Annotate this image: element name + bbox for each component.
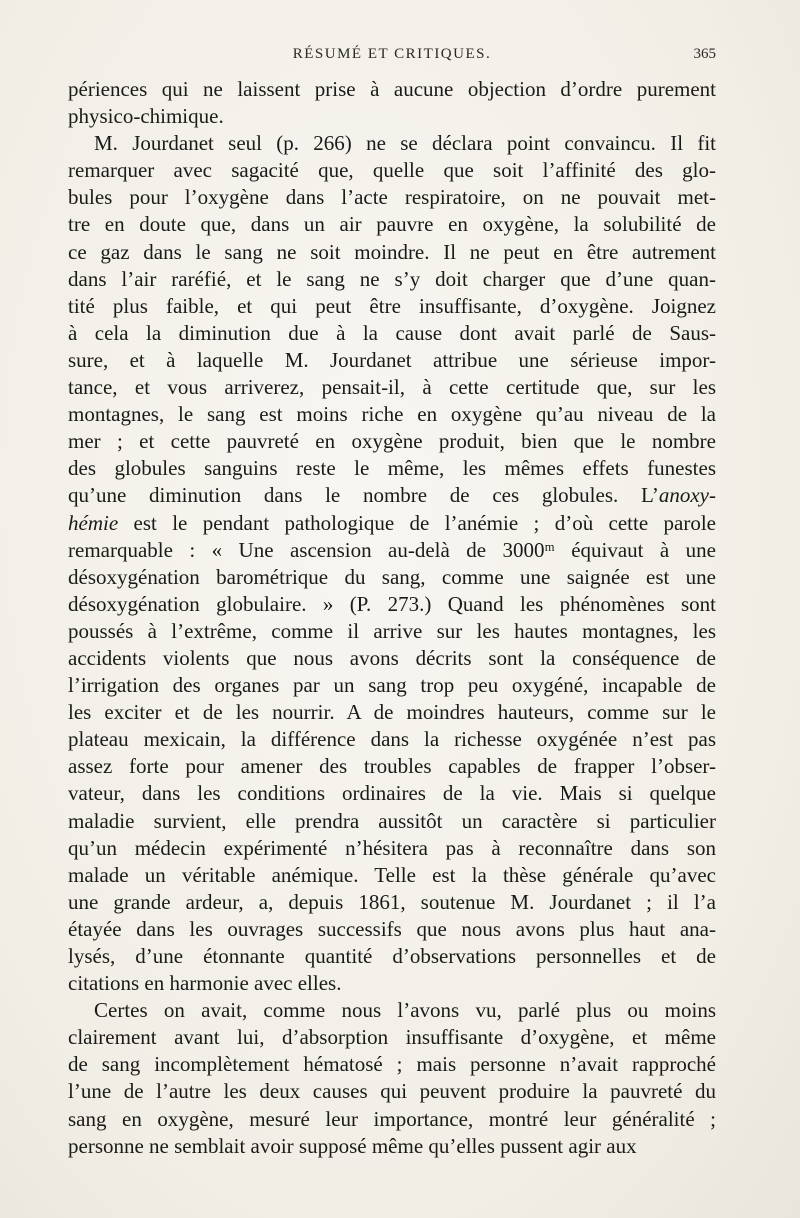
text-line: l’irrigation des organes par un sang trop peu oxygéné, incapable de: [68, 673, 716, 698]
text-line: hémie est le pendant pathologique de l’anémie ; d’où cette parole: [68, 510, 716, 535]
text-line: des globules sanguins reste le même, les mêmes effets funestes: [68, 456, 716, 481]
page-number: 365: [693, 46, 716, 62]
text-line: personne ne semblait avoir supposé même qu’elles pussent agir aux: [68, 1133, 637, 1158]
text-line: sang en oxygène, mesuré leur importance, montré leur généralité ;: [68, 1106, 716, 1131]
text-line: mer ; et cette pauvreté en oxygène produit, bien que le nombre: [68, 429, 716, 454]
text-line: citations en harmonie avec elles.: [68, 971, 342, 996]
text-line: l’une de l’autre les deux causes qui peuvent produire la pauvreté du: [68, 1079, 716, 1104]
text-line: ce gaz dans le sang ne soit moindre. Il ne peut en être autrement: [68, 239, 716, 264]
text-line: clairement avant lui, d’absorption insuffisante d’oxygène, et même: [68, 1025, 716, 1050]
text-line: désoxygénation globulaire. » (P. 273.) Quand les phénomènes sont: [68, 591, 716, 616]
text-line: qu’un médecin expérimenté n’hésitera pas à reconnaître dans son: [68, 835, 716, 860]
text-line: Certes on avait, comme nous l’avons vu, parlé plus ou moins: [94, 998, 716, 1023]
text-line: bules pour l’oxygène dans l’acte respiratoire, on ne pouvait met-: [68, 185, 716, 210]
text-line: de sang incomplètement hématosé ; mais personne n’avait rapproché: [68, 1052, 716, 1077]
text-line: étayée dans les ouvrages successifs que nous avons plus haut ana-: [68, 916, 716, 941]
text-line: vateur, dans les conditions ordinaires de la vie. Mais si quelque: [68, 781, 716, 806]
text-line: montagnes, le sang est moins riche en oxygène qu’au niveau de la: [68, 402, 716, 427]
text-line: poussés à l’extrême, comme il arrive sur les hautes montagnes, les: [68, 618, 716, 643]
text-line: les exciter et de les nourrir. A de moindres hauteurs, comme sur le: [68, 700, 716, 725]
paragraph: [68, 997, 716, 1160]
text-line: assez forte pour amener des troubles capables de frapper l’obser-: [68, 754, 716, 779]
text-line: sure, et à laquelle M. Jourdanet attribue une sérieuse impor-: [68, 347, 716, 372]
page-header: [68, 46, 716, 72]
text-line: tre en doute que, dans un air pauvre en oxygène, la solubilité de: [68, 212, 716, 237]
text-line: tance, et vous arriverez, pensait-il, à cette certitude que, sur les: [68, 375, 716, 400]
text-line: dans l’air raréfié, et le sang ne s’y doit charger que d’une quan-: [68, 266, 716, 291]
text-line: M. Jourdanet seul (p. 266) ne se déclara point convaincu. Il fit: [94, 131, 716, 156]
text-line: désoxygénation barométrique du sang, comme une saignée est une: [68, 564, 716, 589]
running-title: RÉSUMÉ ET CRITIQUES.: [292, 46, 492, 62]
text-line: malade un véritable anémique. Telle est la thèse générale qu’avec: [68, 862, 716, 887]
text-line: à cela la diminution due à la cause dont avait parlé de Saus-: [68, 320, 716, 345]
text-line: maladie survient, elle prendra aussitôt un caractère si particulier: [68, 808, 716, 833]
text-line: accidents violents que nous avons décrits sont la conséquence de: [68, 645, 716, 670]
text-line: remarquer avec sagacité que, quelle que soit l’affinité des glo-: [68, 158, 716, 183]
paragraph: [68, 76, 716, 130]
paragraph: [68, 130, 716, 997]
text-line: une grande ardeur, a, depuis 1861, soutenue M. Jourdanet ; il l’a: [68, 889, 716, 914]
text-line: lysés, d’une étonnante quantité d’observations personnelles et de: [68, 944, 716, 968]
text-line: physico-chimique.: [68, 104, 224, 129]
page-body: [68, 76, 716, 1160]
text-line: remarquable : « Une ascension au-delà de 3000ᵐ équivaut à une: [68, 537, 716, 562]
text-line: plateau mexicain, la différence dans la richesse oxygénée n’est pas: [68, 727, 716, 752]
text-line: qu’une diminution dans le nombre de ces globules. L’anoxy-: [68, 483, 716, 508]
text-line: périences qui ne laissent prise à aucune objection d’ordre purement: [68, 77, 716, 101]
text-line: tité plus faible, et qui peut être insuffisante, d’oxygène. Joignez: [68, 293, 716, 318]
